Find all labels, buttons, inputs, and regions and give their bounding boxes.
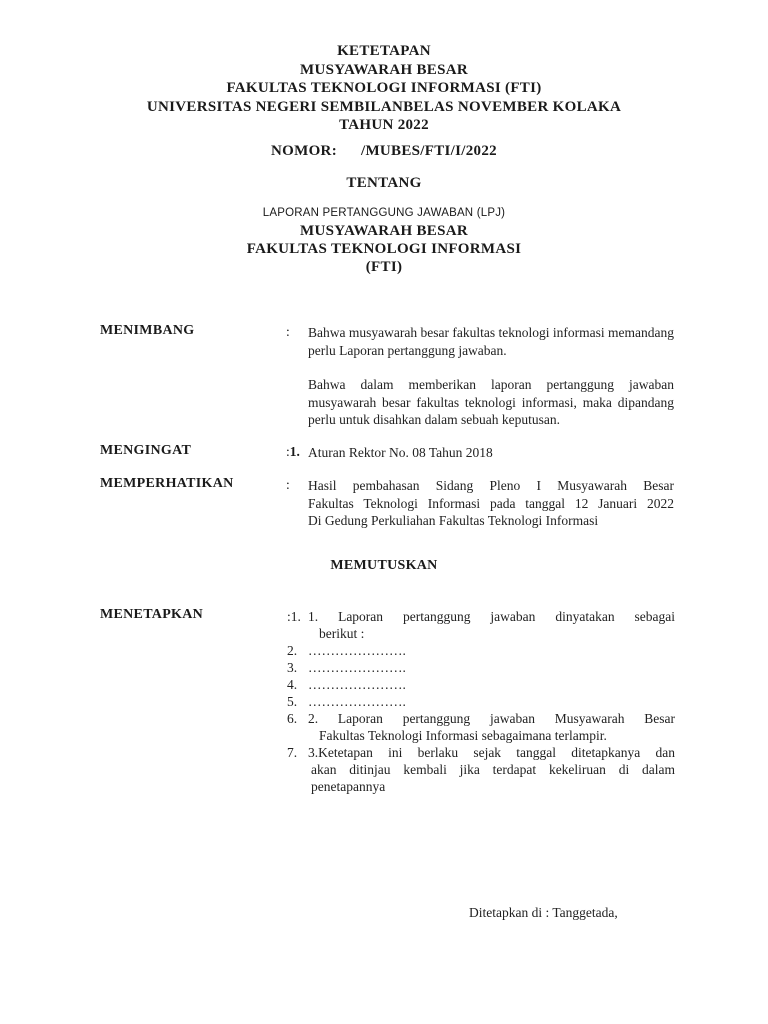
document-header <box>0 42 768 135</box>
menimbang-para-2: Bahwa dalam memberikan laporan pertanggung jawaban musyawarah besar fakultas teknologi informasi, maka dipandang perlu untuk disahkan dalam sebuah keputusan. <box>308 377 674 427</box>
list-item-number: 3. <box>287 660 298 675</box>
memperhatikan-colon: : <box>286 477 290 492</box>
mengingat-label: MENGINGAT <box>100 443 192 458</box>
document-number <box>0 143 768 160</box>
tentang-heading: TENTANG <box>346 175 422 191</box>
list-item-number: 5. <box>287 694 298 709</box>
subject-lpj: LAPORAN PERTANGGUNG JAWABAN (LPJ) <box>262 207 506 219</box>
list-item <box>287 744 675 795</box>
memperhatikan-line-2: Fakultas Teknologi Informasi pada tanggal 12 Januari 2022 <box>308 495 674 511</box>
memperhatikan-content <box>308 477 674 530</box>
mengingat-number: 1. <box>289 444 300 459</box>
menimbang-colon: : <box>286 324 290 339</box>
list-item <box>287 676 675 693</box>
memutuskan-heading: MEMUTUSKAN <box>330 558 438 573</box>
list-item <box>287 693 675 710</box>
list-item-number: 4. <box>287 677 298 692</box>
list-item-text: …………………. <box>308 677 406 692</box>
header-event: MUSYAWARAH BESAR <box>299 61 469 78</box>
list-item-text: 2. Laporan pertanggung jawaban Musyawarah Besar <box>308 711 675 726</box>
list-item-number: :1. <box>287 609 301 624</box>
menimbang-content <box>308 324 674 429</box>
menimbang-para-1: Bahwa musyawarah besar fakultas teknologi informasi memandang perlu Laporan pertanggung jawaban. <box>308 325 674 358</box>
memperhatikan-line-3: Di Gedung Perkuliahan Fakultas Teknologi Informasi <box>308 513 599 528</box>
header-title: KETETAPAN <box>337 43 431 59</box>
menetapkan-list <box>287 608 675 795</box>
mengingat-colon: : <box>286 444 290 459</box>
list-item <box>287 608 675 642</box>
list-item <box>287 710 675 744</box>
header-faculty: FAKULTAS TEKNOLOGI INFORMASI (FTI) <box>226 80 542 96</box>
subject-event: MUSYAWARAH BESAR <box>299 223 469 239</box>
subject-block <box>0 222 768 276</box>
header-university: UNIVERSITAS NEGERI SEMBILANBELAS NOVEMBER KOLAKA <box>146 98 622 115</box>
header-year: TAHUN 2022 <box>339 117 429 133</box>
list-item-text-cont: berikut : <box>319 626 365 641</box>
subject-abbrev: (FTI) <box>365 259 403 275</box>
list-item-text: …………………. <box>308 694 406 709</box>
list-item-number: 2. <box>287 643 298 658</box>
list-item-text: 3.Ketetapan ini berlaku sejak tanggal ditetapkanya dan <box>308 745 675 760</box>
memperhatikan-line-1: Hasil pembahasan Sidang Pleno I Musyawarah Besar <box>308 478 674 493</box>
subject-faculty: FAKULTAS TEKNOLOGI INFORMASI <box>246 241 522 257</box>
list-item-text-cont: akan ditinjau kembali jika terdapat kekeliruan di dalam <box>311 762 675 777</box>
list-item-text: 1. Laporan pertanggung jawaban dinyatakan sebagai <box>308 609 675 624</box>
nomor-label: NOMOR: <box>271 143 337 159</box>
ditetapkan-line: Ditetapkan di : Tanggetada, <box>469 905 618 920</box>
menimbang-label: MENIMBANG <box>100 323 195 338</box>
list-item-text-cont: penetapannya <box>311 779 386 794</box>
list-item <box>287 659 675 676</box>
list-item-number: 6. <box>287 711 298 726</box>
mengingat-item <box>286 444 300 460</box>
list-item-number: 7. <box>287 745 298 760</box>
list-item-text: …………………. <box>308 643 406 658</box>
list-item-text-cont: Fakultas Teknologi Informasi sebagaimana terlampir. <box>319 728 607 743</box>
nomor-value: /MUBES/FTI/I/2022 <box>360 143 497 159</box>
list-item-text: …………………. <box>308 660 406 675</box>
mengingat-text: Aturan Rektor No. 08 Tahun 2018 <box>308 445 493 460</box>
list-item <box>287 642 675 659</box>
memperhatikan-label: MEMPERHATIKAN <box>100 476 234 491</box>
menetapkan-label: MENETAPKAN <box>100 607 204 622</box>
